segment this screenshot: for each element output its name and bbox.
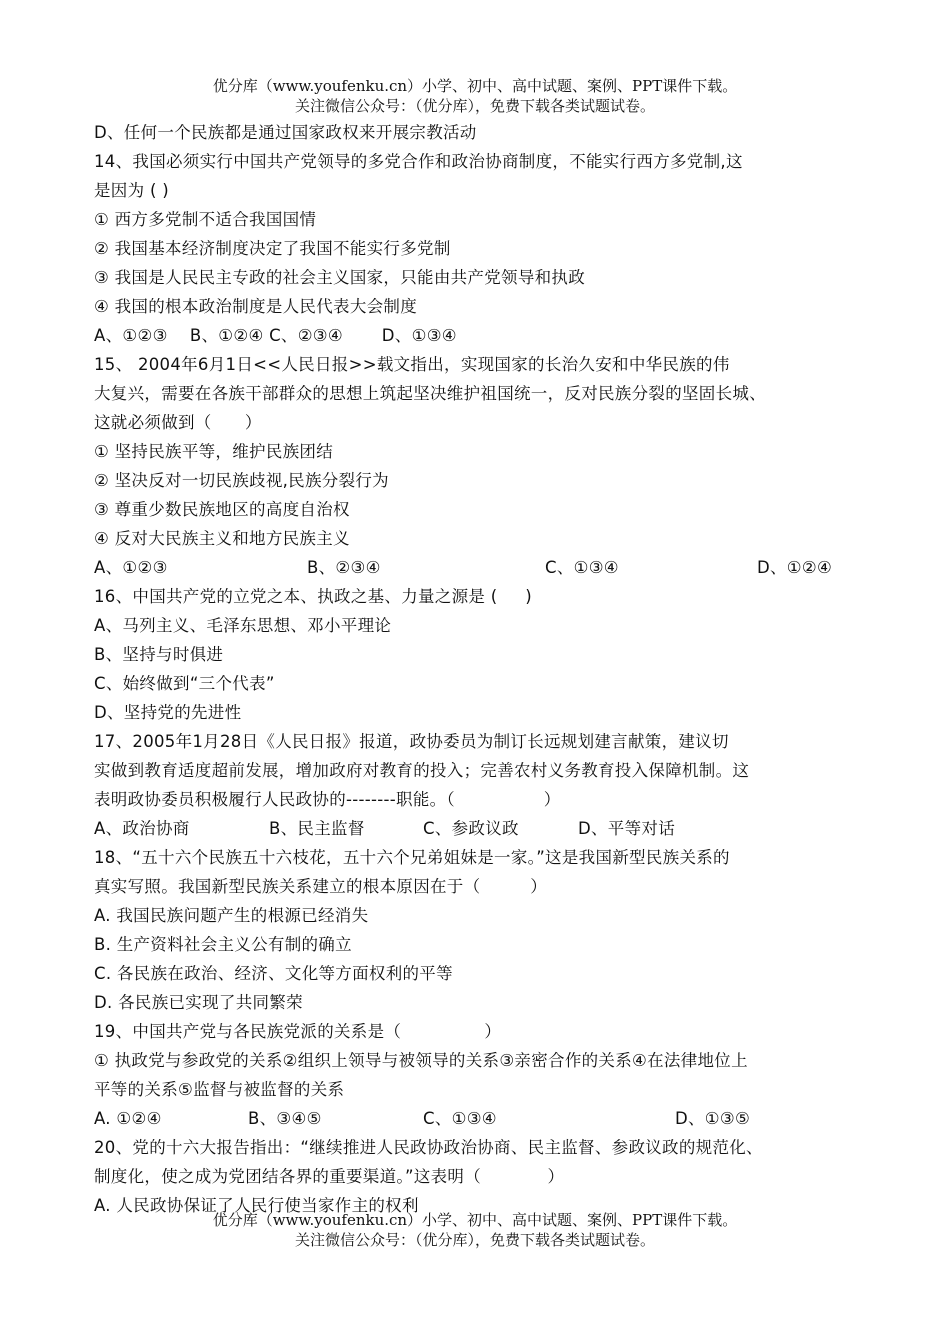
q17-stem-1: 17、2005年1月28日《人民日报》报道，政协委员为制订长远规划建言献策，建议切 xyxy=(94,732,729,751)
q15-item-3: ③ 尊重少数民族地区的高度自治权 xyxy=(94,500,350,519)
question-content xyxy=(94,118,870,1220)
q14-item-3: ③ 我国是人民民主专政的社会主义国家，只能由共产党领导和执政 xyxy=(94,268,586,287)
q19-stem: 19、中国共产党与各民族党派的关系是（ ） xyxy=(94,1022,502,1041)
q14-stem-1: 14、我国必须实行中国共产党领导的多党合作和政治协商制度，不能实行西方多党制,这 xyxy=(94,152,743,171)
q14-item-4: ④ 我国的根本政治制度是人民代表大会制度 xyxy=(94,297,418,316)
q15-item-2: ② 坚决反对一切民族歧视,民族分裂行为 xyxy=(94,471,389,490)
q18-option-d: D. 各民族已实现了共同繁荣 xyxy=(94,993,303,1012)
q15-option-b: B、②③④ xyxy=(307,558,381,577)
q15-option-a: A、①②③ xyxy=(94,558,168,577)
q17-stem-2: 实做到教育适度超前发展，增加政府对教育的投入；完善农村义务教育投入保障机制。这 xyxy=(94,761,750,780)
q14-options: A、①②③ B、①②④ C、②③④ D、①③④ xyxy=(94,326,457,345)
q18-option-c: C. 各民族在政治、经济、文化等方面权利的平等 xyxy=(94,964,453,983)
q17-option-a: A、政治协商 xyxy=(94,819,190,838)
footer-line-2: 关注微信公众号：（优分库），免费下载各类试题试卷。 xyxy=(294,1231,655,1249)
q17-option-b: B、民主监督 xyxy=(269,819,365,838)
q15-stem-3: 这就必须做到（ ） xyxy=(94,413,262,432)
q18-option-b: B. 生产资料社会主义公有制的确立 xyxy=(94,935,352,954)
q19-items-1: ① 执政党与参政党的关系②组织上领导与被领导的关系③亲密合作的关系④在法律地位上 xyxy=(94,1051,748,1070)
q19-option-d: D、①③⑤ xyxy=(675,1109,751,1128)
q19-option-b: B、③④⑤ xyxy=(248,1109,322,1128)
q16-stem: 16、中国共产党的立党之本、执政之基、力量之源是 ( ) xyxy=(94,587,532,606)
q13-option-d: D、任何一个民族都是通过国家政权来开展宗教活动 xyxy=(94,123,477,142)
q15-options xyxy=(94,553,870,582)
q18-option-a: A. 我国民族问题产生的根源已经消失 xyxy=(94,906,369,925)
q14-item-2: ② 我国基本经济制度决定了我国不能实行多党制 xyxy=(94,239,451,258)
footer-line-1: 优分库（www.youfenku.cn）小学、初中、高中试题、案例、PPT课件下载。 xyxy=(212,1211,738,1229)
header-line-2: 关注微信公众号：（优分库），免费下载各类试题试卷。 xyxy=(294,97,655,115)
q17-stem-3: 表明政协委员积极履行人民政协的--------职能。（ ） xyxy=(94,790,561,809)
page-header xyxy=(0,76,950,116)
q16-option-b: B、坚持与时俱进 xyxy=(94,645,224,664)
q15-item-4: ④ 反对大民族主义和地方民族主义 xyxy=(94,529,350,548)
q17-option-d: D、平等对话 xyxy=(578,819,676,838)
q18-stem-2: 真实写照。我国新型民族关系建立的根本原因在于（ ） xyxy=(94,877,548,896)
q19-options xyxy=(94,1104,870,1133)
q14-item-1: ① 西方多党制不适合我国国情 xyxy=(94,210,317,229)
header-line-1: 优分库（www.youfenku.cn）小学、初中、高中试题、案例、PPT课件下载。 xyxy=(212,77,738,95)
q19-option-c: C、①③④ xyxy=(423,1109,497,1128)
q16-option-c: C、始终做到“三个代表” xyxy=(94,674,275,693)
q15-item-1: ① 坚持民族平等，维护民族团结 xyxy=(94,442,334,461)
page-footer xyxy=(0,1210,950,1250)
q16-option-d: D、坚持党的先进性 xyxy=(94,703,242,722)
q19-items-2: 平等的关系⑤监督与被监督的关系 xyxy=(94,1080,345,1099)
q15-option-c: C、①③④ xyxy=(545,558,619,577)
q14-stem-2: 是因为 ( ) xyxy=(94,181,169,200)
q15-stem-1: 15、 2004年6月1日<<人民日报>>载文指出，实现国家的长治久安和中华民族的伟 xyxy=(94,355,730,374)
q15-stem-2: 大复兴，需要在各族干部群众的思想上筑起坚决维护祖国统一，反对民族分裂的坚固长城、 xyxy=(94,384,766,403)
q19-option-a: A. ①②④ xyxy=(94,1109,162,1128)
q16-option-a: A、马列主义、毛泽东思想、邓小平理论 xyxy=(94,616,392,635)
q20-stem-2: 制度化，使之成为党团结各界的重要渠道。”这表明（ ） xyxy=(94,1167,565,1186)
q17-options xyxy=(94,814,870,843)
q15-option-d: D、①②④ xyxy=(757,558,833,577)
q17-option-c: C、参政议政 xyxy=(423,819,519,838)
q20-stem-1: 20、党的十六大报告指出：“继续推进人民政协政治协商、民主监督、参政议政的规范化、 xyxy=(94,1138,763,1157)
q18-stem-1: 18、“五十六个民族五十六枝花，五十六个兄弟姐妹是一家。”这是我国新型民族关系的 xyxy=(94,848,730,867)
q20-option-a: A. 人民政协保证了人民行使当家作主的权利 xyxy=(94,1196,419,1215)
